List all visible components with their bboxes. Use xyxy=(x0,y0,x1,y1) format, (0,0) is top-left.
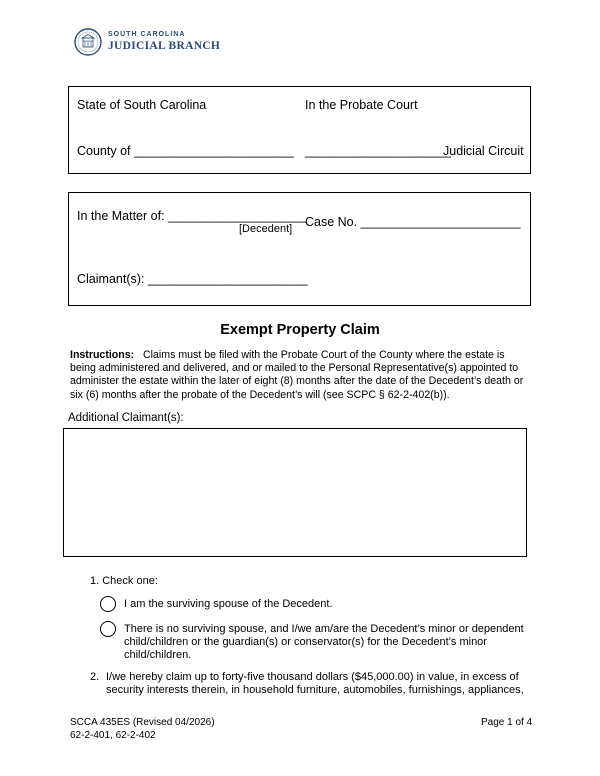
additional-claimants-label: Additional Claimant(s): xyxy=(68,412,184,424)
minor-children-option-line3: child/children. xyxy=(124,649,192,661)
matter-caption-box xyxy=(68,192,531,306)
form-title: Exempt Property Claim xyxy=(220,322,380,338)
judicial-branch-logo xyxy=(74,28,234,58)
claimants-field[interactable]: Claimant(s): _______________________ xyxy=(77,272,308,286)
instructions-text: Claims must be filed with the Probate Court of the County where the estate is being administered and delivered, and or mailed to the Personal Representative(s) appointed to administer the estate within the later of eight (8) months after the date of the Decedent’s death or six (6) months after the probate of the Decedent’s will (see SCPC § 62-2-402(b)). xyxy=(70,349,524,401)
page-number: Page 1 of 4 xyxy=(481,717,533,728)
item2-text-line1: I/we hereby claim up to forty-five thousand dollars ($45,000.00) in value, in excess of xyxy=(106,671,519,683)
statute-references: 62-2-401, 62-2-402 xyxy=(70,730,156,741)
logo-branch-text: JUDICIAL BRANCH xyxy=(108,40,221,52)
minor-children-option-line2: child/children or the guardian(s) or conservator(s) for the Decedent’s minor xyxy=(124,636,487,648)
item2-text-line2: security interests therein, in household furniture, automobiles, furnishings, appliances, xyxy=(106,684,524,696)
form-id: SCCA 435ES (Revised 04/2026) xyxy=(70,717,215,728)
state-label: State of South Carolina xyxy=(77,98,207,112)
county-field[interactable]: County of _______________________ xyxy=(77,144,294,158)
instructions-label: Instructions: xyxy=(70,349,135,361)
item1-label: 1. Check one: xyxy=(90,575,158,587)
minor-children-radio[interactable] xyxy=(100,621,116,637)
court-caption-box xyxy=(68,86,531,174)
surviving-spouse-option: I am the surviving spouse of the Decedent. xyxy=(124,598,333,610)
instructions xyxy=(70,349,532,402)
circuit-field[interactable]: _____________________ xyxy=(305,144,451,158)
circuit-label: Judicial Circuit xyxy=(443,144,524,158)
matter-field[interactable]: In the Matter of: ____________________ xyxy=(77,209,308,223)
minor-children-option-line1: There is no surviving spouse, and I/we am/are the Decedent’s minor or dependent xyxy=(124,623,524,635)
logo-state-text: SOUTH CAROLINA xyxy=(108,31,186,38)
item2-number: 2. xyxy=(90,671,100,683)
case-number-field[interactable]: Case No. _______________________ xyxy=(305,215,521,229)
court-label: In the Probate Court xyxy=(305,98,418,112)
additional-claimants-textarea[interactable] xyxy=(63,428,527,557)
decedent-label: [Decedent] xyxy=(239,223,293,235)
surviving-spouse-radio[interactable] xyxy=(100,596,116,612)
state-seal-icon xyxy=(74,28,102,56)
